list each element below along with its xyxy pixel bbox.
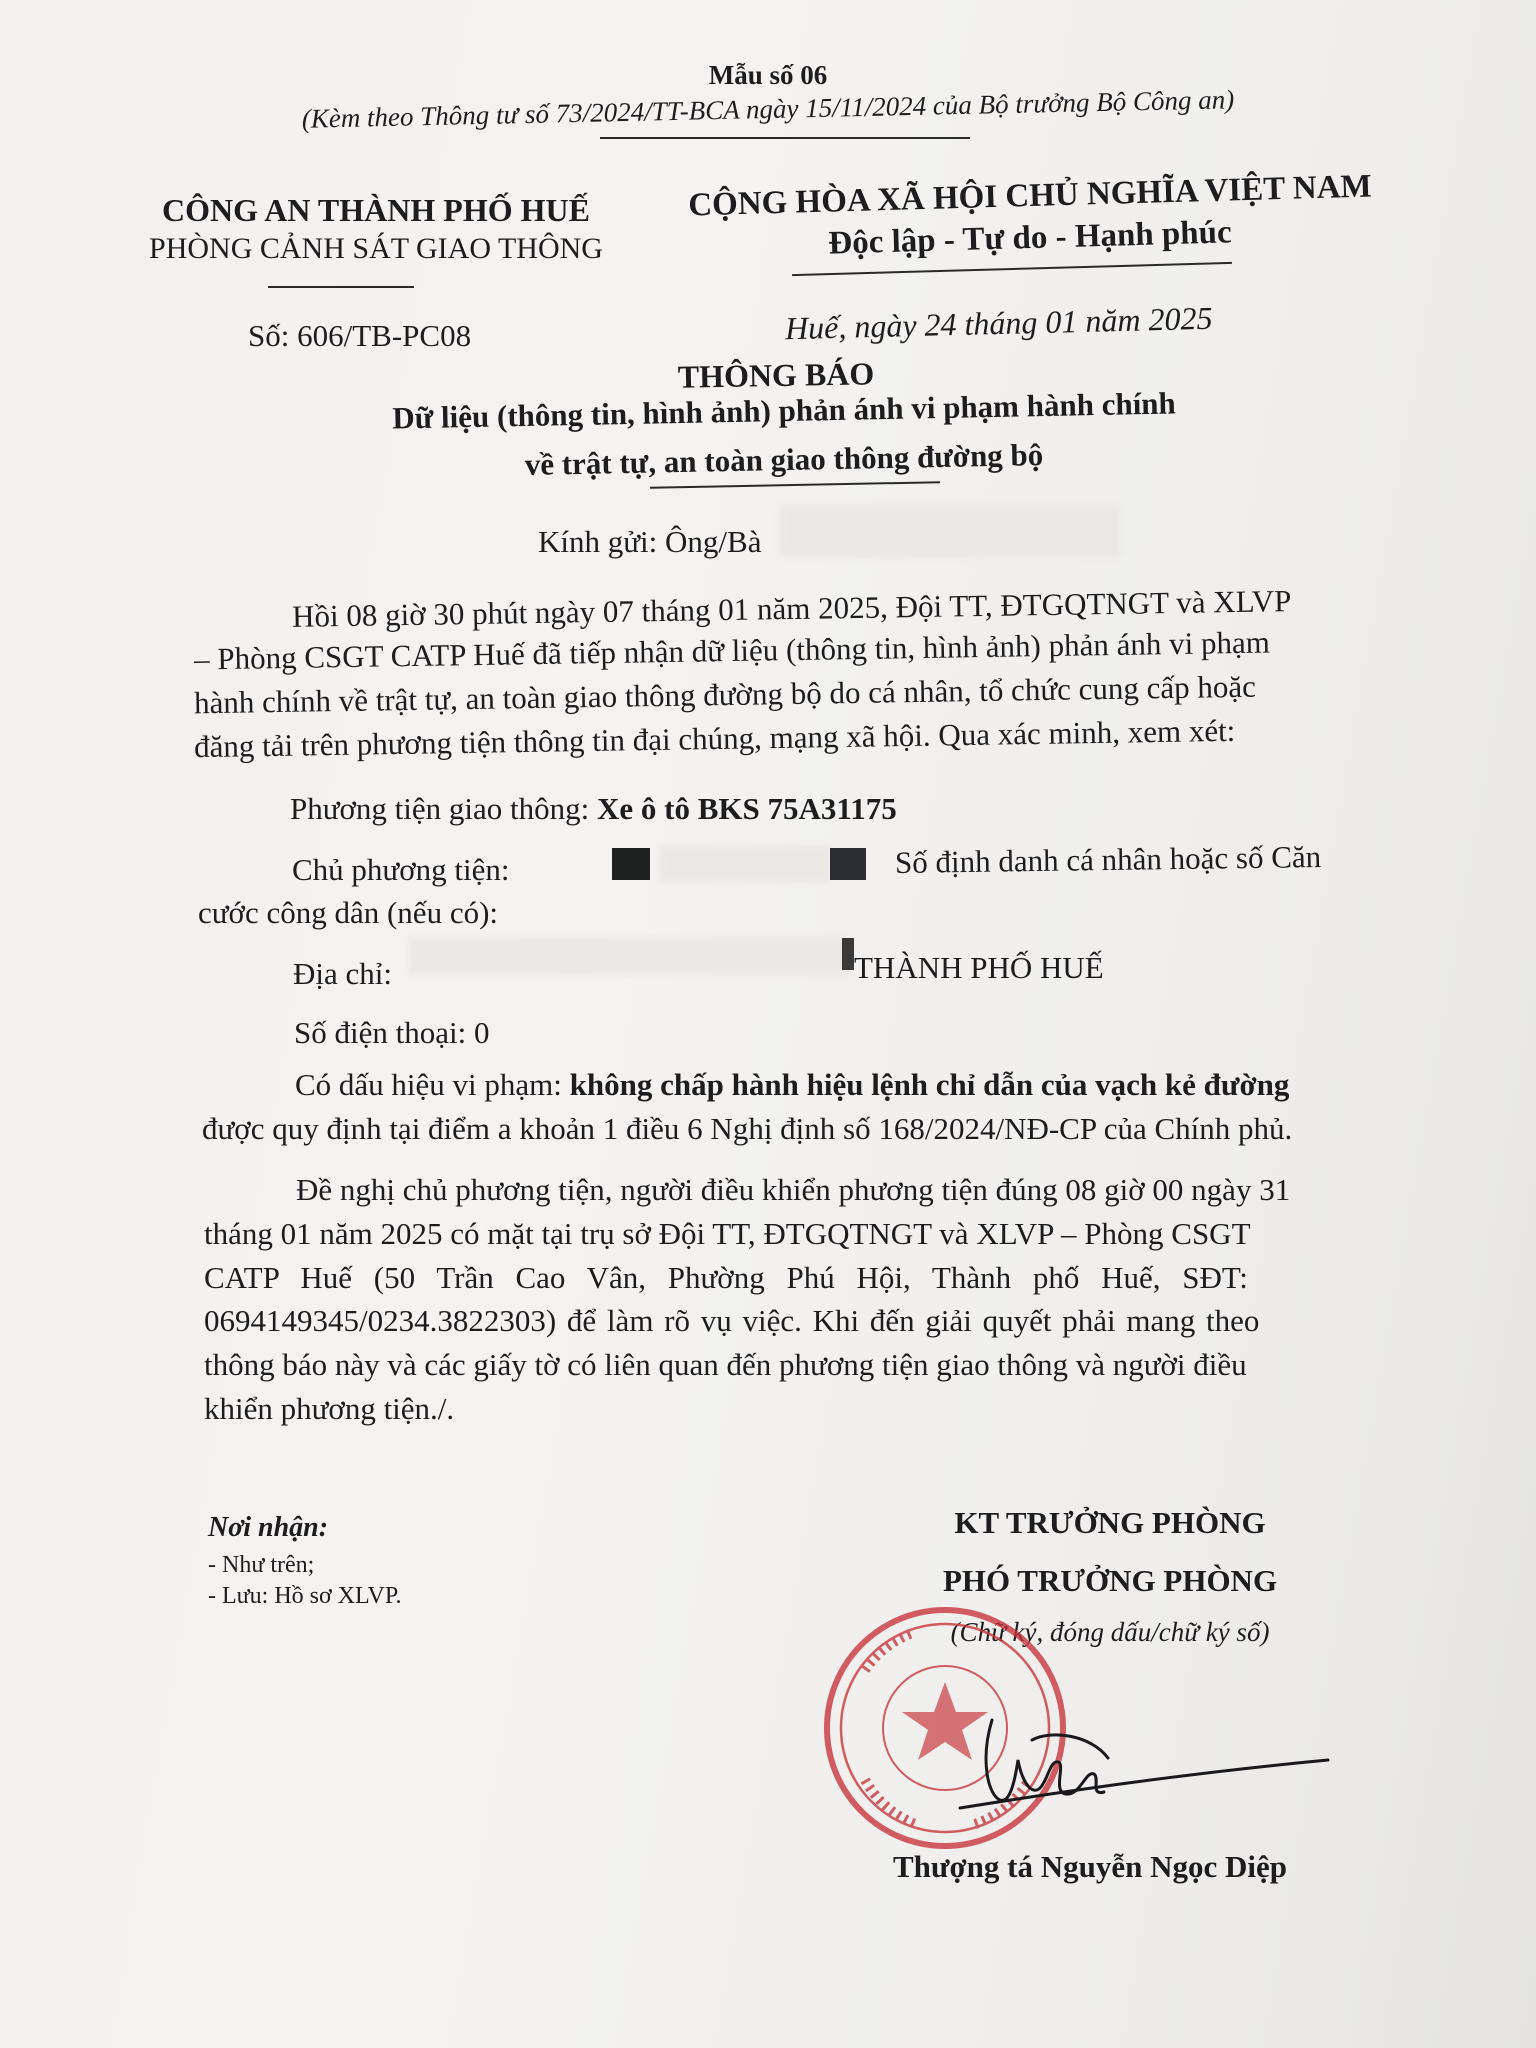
vehicle-row: [290, 791, 897, 827]
issuer-underline: [268, 286, 414, 288]
phone: Số điện thoại: 0: [294, 1015, 490, 1050]
form-number: Mẫu số 06: [708, 60, 828, 90]
paragraph2-line1: Đề nghị chủ phương tiện, người điều khiển phương tiện đúng 08 giờ 00 ngày 31: [296, 1172, 1291, 1207]
address-label: Địa chỉ:: [293, 956, 392, 991]
place-date: Huế, ngày 24 tháng 01 năm 2025: [784, 299, 1213, 347]
redaction-block: [612, 848, 650, 880]
paragraph2-line2: tháng 01 năm 2025 có mặt tại trụ sở Đội TT, ĐTGQTNGT và XLVP – Phòng CSGT: [204, 1216, 1251, 1251]
receivers-title: Nơi nhận:: [208, 1512, 329, 1543]
paragraph2-line4: 0694149345/0234.3822303) để làm rõ vụ việc. Khi đến giải quyết phải mang theo: [204, 1303, 1260, 1338]
form-reference: (Kèm theo Thông tư số 73/2024/TT-BCA ngày 15/11/2024 của Bộ trưởng Bộ Công an): [301, 84, 1235, 134]
paragraph1-line4: đăng tải trên phương tiện thông tin đại chúng, mạng xã hội. Qua xác minh, xem xét:: [193, 712, 1236, 765]
redaction-block: [842, 938, 854, 970]
violation-label: Có dấu hiệu vi phạm:: [295, 1067, 570, 1102]
salutation: Kính gửi: Ông/Bà: [538, 524, 762, 559]
paragraph2-line5: thông báo này và các giấy tờ có liên quan đến phương tiện giao thông và người điều: [204, 1347, 1247, 1382]
address-value: THÀNH PHỐ HUẾ: [854, 950, 1104, 985]
reference-underline: [600, 137, 970, 139]
signature-authority: KT TRƯỞNG PHÒNG: [954, 1505, 1266, 1540]
paragraph2-line6: khiển phương tiện./.: [204, 1391, 455, 1426]
signer-name: Thượng tá Nguyễn Ngọc Diệp: [892, 1849, 1288, 1884]
receiver-item: - Lưu: Hồ sơ XLVP.: [208, 1583, 402, 1609]
nation-motto: Độc lập - Tự do - Hạnh phúc: [827, 214, 1233, 262]
document-title: THÔNG BÁO: [677, 355, 875, 395]
document-number: Số: 606/TB-PC08: [248, 318, 472, 353]
nation-name: CỘNG HÒA XÃ HỘI CHỦ NGHĨA VIỆT NAM: [687, 168, 1373, 224]
handwritten-signature: [940, 1700, 1340, 1820]
document-subtitle-line1: Dữ liệu (thông tin, hình ảnh) phản ánh vi phạm hành chính: [391, 385, 1177, 436]
id-label-continued: cước công dân (nếu có):: [198, 895, 499, 930]
signature-position: PHÓ TRƯỞNG PHÒNG: [942, 1563, 1278, 1598]
violation-legal-basis: được quy định tại điểm a khoản 1 điều 6 Nghị định số 168/2024/NĐ-CP của Chính phủ.: [202, 1111, 1293, 1146]
violation-value: không chấp hành hiệu lệnh chỉ dẫn của vạch kẻ đường: [569, 1067, 1290, 1102]
redacted-address: [410, 938, 850, 974]
issuer-agency: CÔNG AN THÀNH PHỐ HUẾ: [162, 192, 590, 228]
vehicle-label: Phương tiện giao thông:: [290, 791, 598, 826]
id-label: Số định danh cá nhân hoặc số Căn: [894, 839, 1322, 880]
vehicle-value: Xe ô tô BKS 75A31175: [597, 791, 897, 826]
paragraph1-line1: Hồi 08 giờ 30 phút ngày 07 tháng 01 năm 2025, Đội TT, ĐTGQTNGT và XLVP: [291, 583, 1292, 634]
owner-label: Chủ phương tiện:: [292, 852, 510, 887]
receiver-item: - Như trên;: [208, 1552, 315, 1578]
motto-underline: [792, 262, 1232, 276]
redacted-recipient-name: [780, 505, 1120, 557]
paragraph1-line3: hành chính về trật tự, an toàn giao thông đường bộ do cá nhân, tổ chức cung cấp hoặc: [193, 668, 1257, 721]
redacted-owner-name: [660, 846, 830, 882]
violation-row: [295, 1067, 1289, 1103]
paragraph2-line3: CATP Huế (50 Trần Cao Vân, Phường Phú Hội, Thành phố Huế, SĐT:: [204, 1260, 1248, 1295]
paragraph1-line2: – Phòng CSGT CATP Huế đã tiếp nhận dữ liệu (thông tin, hình ảnh) phản ánh vi phạm: [193, 624, 1271, 677]
signature-note: (Chữ ký, đóng dấu/chữ ký số): [950, 1617, 1270, 1647]
issuer-department: PHÒNG CẢNH SÁT GIAO THÔNG: [149, 232, 603, 265]
document-subtitle-line2: về trật tự, an toàn giao thông đường bộ: [524, 437, 1044, 482]
subtitle-underline: [650, 481, 940, 489]
redaction-block: [830, 848, 866, 880]
